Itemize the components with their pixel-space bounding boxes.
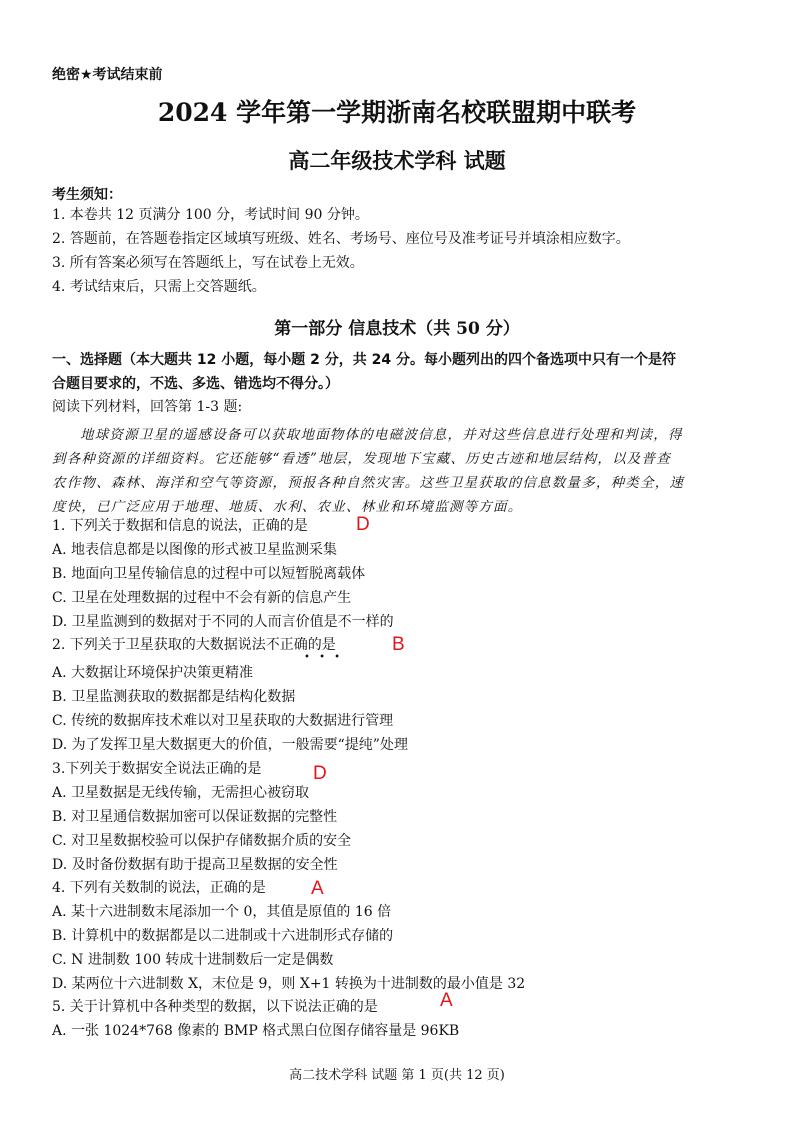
material-line: 地球资源卫星的遥感设备可以获取地面物体的电磁波信息，并对这些信息进行处理和判读，得 xyxy=(80,427,683,443)
option: C. 对卫星数据校验可以保护存储数据介质的安全 xyxy=(52,833,352,849)
notice-heading: 考生须知： xyxy=(52,187,122,203)
question-stem-4: 4. 下列有关数制的说法，正确的是 xyxy=(52,880,266,896)
notice-item: 1. 本卷共 12 页满分 100 分，考试时间 90 分钟。 xyxy=(52,207,369,223)
option: A. 某十六进制数末尾添加一个 0，其值是原值的 16 倍 xyxy=(52,904,392,920)
material-line: 到各种资源的详细资料。它还能够“看透”地层，发现地下宝藏、历史古迹和地层结构，以及普查 xyxy=(52,451,671,467)
option: D. 为了发挥卫星大数据更大的价值，一般需要“提纯”处理 xyxy=(52,737,408,753)
option: C. 传统的数据库技术难以对卫星获取的大数据进行管理 xyxy=(52,713,394,729)
material-line: 农作物、森林、海洋和空气等资源，预报各种自然灾害。这些卫星获取的信息数量多，种类全，速 xyxy=(52,475,685,491)
option: A. 地表信息都是以图像的形式被卫星监测采集 xyxy=(52,542,338,558)
handwritten-answer-3: D xyxy=(313,763,327,784)
emphasis-dots: • • • xyxy=(304,652,344,663)
option: A. 卫星数据是无线传输，无需担心被窃取 xyxy=(52,785,310,801)
option: A. 一张 1024*768 像素的 BMP 格式黑白位图存储容量是 96KB xyxy=(52,1023,460,1039)
handwritten-answer-1: D xyxy=(356,514,370,535)
question-stem-5: 5. 关于计算机中各种类型的数据，以下说法正确的是 xyxy=(52,999,378,1015)
option: C. 卫星在处理数据的过程中不会有新的信息产生 xyxy=(52,590,352,606)
section-heading-line2: 合题目要求的，不选、多选、错选均不得分。） xyxy=(52,376,339,392)
option: B. 地面向卫星传输信息的过程中可以短暂脱离载体 xyxy=(52,566,366,582)
handwritten-answer-4: A xyxy=(311,878,324,899)
notice-item: 4. 考试结束后，只需上交答题纸。 xyxy=(52,279,266,295)
option: B. 计算机中的数据都是以二进制或十六进制形式存储的 xyxy=(52,928,394,944)
notice-item: 3. 所有答案必须写在答题纸上，写在试卷上无效。 xyxy=(52,255,364,271)
handwritten-answer-5: A xyxy=(440,990,453,1011)
notice-item: 2. 答题前，在答题卷指定区域填写班级、姓名、考场号、座位号及准考证号并填涂相应数字。 xyxy=(52,231,630,247)
material-line: 度快，已广泛应用于地理、地质、水利、农业、林业和环境监测等方面。 xyxy=(52,499,523,515)
page-footer: 高二技术学科 试题 第 1 页(共 12 页) xyxy=(289,1068,505,1083)
section-heading-line1: 一、选择题（本大题共 12 小题，每小题 2 分，共 24 分。每小题列出的四个备选项中只有一个是符 xyxy=(52,352,676,368)
exam-title: 2024 学年第一学期浙南名校联盟期中联考 xyxy=(157,98,637,127)
part-heading: 第一部分 信息技术（共 50 分） xyxy=(274,319,520,339)
option: C. N 进制数 100 转成十进制数后一定是偶数 xyxy=(52,952,334,968)
option: D. 卫星监测到的数据对于不同的人而言价值是不一样的 xyxy=(52,614,394,630)
option: B. 卫星监测获取的数据都是结构化数据 xyxy=(52,689,296,705)
handwritten-answer-2: B xyxy=(392,634,405,655)
question-stem-2: 2. 下列关于卫星获取的大数据说法不正确的是 xyxy=(52,637,336,653)
option: D. 及时备份数据有助于提高卫星数据的安全性 xyxy=(52,857,338,873)
option: B. 对卫星通信数据加密可以保证数据的完整性 xyxy=(52,809,338,825)
question-stem-3: 3.下列关于数据安全说法正确的是 xyxy=(52,761,262,777)
option: A. 大数据让环境保护决策更精准 xyxy=(52,665,254,681)
reading-prompt: 阅读下列材料，回答第 1-3 题: xyxy=(52,399,243,415)
option: D. 某两位十六进制数 X，末位是 9，则 X+1 转换为十进制数的最小值是 32 xyxy=(52,976,526,992)
exam-subtitle: 高二年级技术学科 试题 xyxy=(288,148,506,173)
confidential-label: 绝密★考试结束前 xyxy=(52,67,163,83)
question-stem-1: 1. 下列关于数据和信息的说法，正确的是 xyxy=(52,518,308,534)
